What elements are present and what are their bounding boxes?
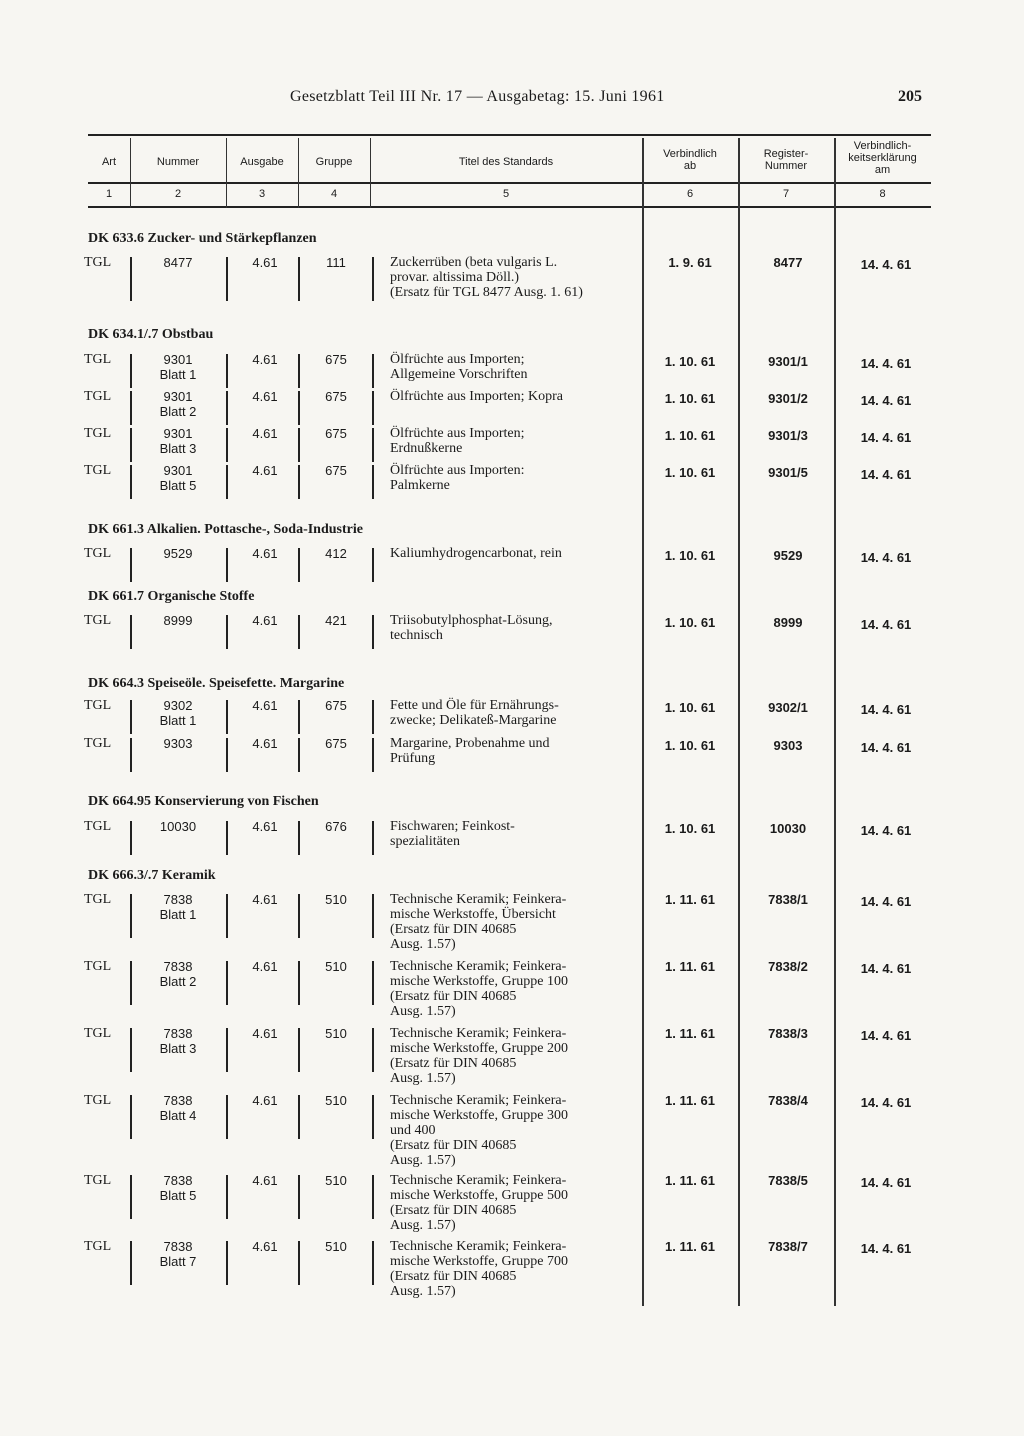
column-header-line: Verbindlich xyxy=(663,148,717,160)
nummer-cell: Blatt 4 xyxy=(159,1108,197,1123)
row-separator-bar xyxy=(372,894,374,938)
row-separator-bar xyxy=(226,428,228,462)
row-separator-bar xyxy=(130,1241,132,1285)
running-head: Gesetzblatt Teil III Nr. 17 — Ausgabetag: 15. Juni 1961 xyxy=(290,88,665,105)
ausgabe-cell: 4.61 xyxy=(252,1173,278,1188)
nummer-cell: 7838 xyxy=(163,1093,193,1108)
titel-line: provar. altissima Döll.) xyxy=(390,270,520,285)
titel-line: Technische Keramik; Feinkera- xyxy=(390,1173,567,1188)
register-cell: 9301/3 xyxy=(768,428,808,443)
nummer-cell: 8999 xyxy=(163,613,193,628)
titel-line: Technische Keramik; Feinkera- xyxy=(390,892,567,907)
header-bottom-rule xyxy=(88,182,931,184)
row-separator-bar xyxy=(130,428,132,462)
titel-line: Technische Keramik; Feinkera- xyxy=(390,1239,567,1254)
column-number-verbindlich: 6 xyxy=(686,188,694,200)
nummer-cell: Blatt 1 xyxy=(159,907,197,922)
titel-line: Ausg. 1.57) xyxy=(390,937,456,952)
titel-line: Triisobutylphosphat-Lösung, xyxy=(390,613,553,628)
gruppe-cell: 510 xyxy=(325,1093,347,1108)
section-title: DK 664.3 Speiseöle. Speisefette. Margarine xyxy=(88,676,345,691)
register-cell: 8999 xyxy=(773,615,803,630)
row-separator-bar xyxy=(130,821,132,855)
register-cell: 7838/7 xyxy=(768,1239,808,1254)
art-cell: TGL xyxy=(84,959,112,974)
gruppe-cell: 675 xyxy=(325,352,347,367)
row-separator-bar xyxy=(372,257,374,301)
titel-line: (Ersatz für DIN 40685 xyxy=(390,989,517,1004)
register-cell: 9301/2 xyxy=(768,391,808,406)
art-cell: TGL xyxy=(84,736,112,751)
row-separator-bar xyxy=(298,1175,300,1219)
register-cell: 9529 xyxy=(773,548,803,563)
nummer-cell: 9303 xyxy=(163,736,193,751)
ausgabe-cell: 4.61 xyxy=(252,389,278,404)
column-header-line: keitserklärung xyxy=(848,152,917,164)
nummer-cell: 9301 xyxy=(163,463,193,478)
section-title: DK 661.3 Alkalien. Pottasche-, Soda-Industrie xyxy=(88,522,363,537)
titel-line: Ausg. 1.57) xyxy=(390,1071,456,1086)
nummer-cell: 7838 xyxy=(163,1026,193,1041)
row-separator-bar xyxy=(298,257,300,301)
row-separator-bar xyxy=(226,1241,228,1285)
row-separator-bar xyxy=(130,961,132,1005)
erklaerung-cell: 14. 4. 61 xyxy=(860,740,912,755)
row-separator-bar xyxy=(372,1095,374,1139)
verbindlich-cell: 1. 11. 61 xyxy=(665,1239,715,1254)
verbindlich-cell: 1. 11. 61 xyxy=(665,1026,715,1041)
verbindlich-cell: 1. 10. 61 xyxy=(664,548,716,563)
erklaerung-cell: 14. 4. 61 xyxy=(860,393,912,408)
titel-line: Prüfung xyxy=(390,751,436,766)
row-separator-bar xyxy=(130,738,132,772)
row-separator-bar xyxy=(298,894,300,938)
column-header-ausgabe: Ausgabe xyxy=(240,156,284,168)
erklaerung-cell: 14. 4. 61 xyxy=(860,1241,912,1256)
row-separator-bar xyxy=(226,821,228,855)
row-separator-bar xyxy=(226,1028,228,1072)
titel-line: (Ersatz für DIN 40685 xyxy=(390,1056,517,1071)
verbindlich-cell: 1. 10. 61 xyxy=(664,615,716,630)
art-cell: TGL xyxy=(84,1026,112,1041)
row-separator-bar xyxy=(298,391,300,425)
section-title: DK 661.7 Organische Stoffe xyxy=(88,589,255,604)
verbindlich-cell: 1. 10. 61 xyxy=(664,465,716,480)
titel-line: Technische Keramik; Feinkera- xyxy=(390,959,567,974)
gruppe-cell: 675 xyxy=(325,736,347,751)
row-separator-bar xyxy=(298,465,300,499)
titel-line: mische Werkstoffe, Gruppe 700 xyxy=(390,1254,568,1269)
art-cell: TGL xyxy=(84,1239,112,1254)
column-header-nummer: Nummer xyxy=(156,156,200,168)
row-separator-bar xyxy=(372,1175,374,1219)
row-separator-bar xyxy=(372,738,374,772)
register-cell: 9302/1 xyxy=(768,700,808,715)
nummer-cell: 10030 xyxy=(159,819,197,834)
row-separator-bar xyxy=(298,1028,300,1072)
nummer-cell: Blatt 2 xyxy=(159,974,197,989)
column-header-line: ab xyxy=(683,160,697,172)
erklaerung-cell: 14. 4. 61 xyxy=(860,894,912,909)
nummer-cell: Blatt 3 xyxy=(159,441,197,456)
row-separator-bar xyxy=(130,700,132,734)
titel-line: spezialitäten xyxy=(390,834,460,849)
ausgabe-cell: 4.61 xyxy=(252,546,278,561)
row-separator-bar xyxy=(130,1095,132,1139)
section-title: DK 633.6 Zucker- und Stärkepflanzen xyxy=(88,231,317,246)
row-separator-bar xyxy=(130,894,132,938)
row-separator-bar xyxy=(130,615,132,649)
gruppe-cell: 675 xyxy=(325,389,347,404)
row-separator-bar xyxy=(372,391,374,425)
verbindlich-cell: 1. 10. 61 xyxy=(664,700,716,715)
nummer-cell: 7838 xyxy=(163,959,193,974)
erklaerung-cell: 14. 4. 61 xyxy=(860,467,912,482)
gruppe-cell: 510 xyxy=(325,1026,347,1041)
titel-line: Ausg. 1.57) xyxy=(390,1004,456,1019)
nummer-cell: 8477 xyxy=(163,255,193,270)
nummer-cell: Blatt 3 xyxy=(159,1041,197,1056)
row-separator-bar xyxy=(226,738,228,772)
row-separator-bar xyxy=(298,738,300,772)
register-cell: 7838/2 xyxy=(768,959,808,974)
row-separator-bar xyxy=(298,961,300,1005)
gruppe-cell: 412 xyxy=(325,546,347,561)
ausgabe-cell: 4.61 xyxy=(252,1093,278,1108)
row-separator-bar xyxy=(130,257,132,301)
table-top-rule xyxy=(88,134,931,136)
gruppe-cell: 675 xyxy=(325,463,347,478)
titel-line: (Ersatz für DIN 40685 xyxy=(390,1203,517,1218)
ausgabe-cell: 4.61 xyxy=(252,426,278,441)
titel-line: Ölfrüchte aus Importen; xyxy=(390,352,525,367)
column-header-line: Nummer xyxy=(764,160,808,172)
ausgabe-cell: 4.61 xyxy=(252,698,278,713)
register-cell: 7838/5 xyxy=(768,1173,808,1188)
row-separator-bar xyxy=(226,354,228,388)
verbindlich-cell: 1. 11. 61 xyxy=(665,1093,715,1108)
titel-line: Erdnußkerne xyxy=(390,441,463,456)
art-cell: TGL xyxy=(84,546,112,561)
column-number-rule xyxy=(88,206,931,208)
erklaerung-cell: 14. 4. 61 xyxy=(860,257,912,272)
nummer-cell: 9301 xyxy=(163,352,193,367)
row-separator-bar xyxy=(298,428,300,462)
row-separator-bar xyxy=(226,1095,228,1139)
row-separator-bar xyxy=(372,1241,374,1285)
titel-line: Allgemeine Vorschriften xyxy=(390,367,528,382)
gruppe-cell: 675 xyxy=(325,698,347,713)
titel-line: mische Werkstoffe, Übersicht xyxy=(390,907,556,922)
titel-line: technisch xyxy=(390,628,443,643)
erklaerung-cell: 14. 4. 61 xyxy=(860,356,912,371)
body-column-rule xyxy=(642,208,644,1306)
verbindlich-cell: 1. 10. 61 xyxy=(664,821,716,836)
section-title: DK 634.1/.7 Obstbau xyxy=(88,327,214,342)
register-cell: 9301/5 xyxy=(768,465,808,480)
nummer-cell: 9301 xyxy=(163,426,193,441)
register-cell: 7838/1 xyxy=(768,892,808,907)
row-separator-bar xyxy=(226,257,228,301)
art-cell: TGL xyxy=(84,389,112,404)
nummer-cell: 7838 xyxy=(163,1239,193,1254)
erklaerung-cell: 14. 4. 61 xyxy=(860,430,912,445)
nummer-cell: 9529 xyxy=(163,546,193,561)
art-cell: TGL xyxy=(84,255,112,270)
row-separator-bar xyxy=(298,821,300,855)
ausgabe-cell: 4.61 xyxy=(252,819,278,834)
titel-line: Ausg. 1.57) xyxy=(390,1218,456,1233)
column-number-nummer: 2 xyxy=(174,188,182,200)
register-cell: 7838/4 xyxy=(768,1093,808,1108)
gruppe-cell: 111 xyxy=(326,255,346,270)
titel-line: zwecke; Delikateß-Margarine xyxy=(390,713,557,728)
column-header-gruppe: Gruppe xyxy=(315,156,353,168)
column-number-titel: 5 xyxy=(502,188,510,200)
titel-line: Ölfrüchte aus Importen; Kopra xyxy=(390,389,563,404)
titel-line: Palmkerne xyxy=(390,478,450,493)
titel-line: Zuckerrüben (beta vulgaris L. xyxy=(390,255,558,270)
ausgabe-cell: 4.61 xyxy=(252,736,278,751)
art-cell: TGL xyxy=(84,463,112,478)
titel-line: mische Werkstoffe, Gruppe 500 xyxy=(390,1188,568,1203)
gruppe-cell: 676 xyxy=(325,819,347,834)
nummer-cell: Blatt 1 xyxy=(159,367,197,382)
ausgabe-cell: 4.61 xyxy=(252,255,278,270)
register-cell: 7838/3 xyxy=(768,1026,808,1041)
gruppe-cell: 510 xyxy=(325,1239,347,1254)
titel-line: und 400 xyxy=(390,1123,436,1138)
row-separator-bar xyxy=(226,465,228,499)
nummer-cell: Blatt 5 xyxy=(159,478,197,493)
row-separator-bar xyxy=(130,465,132,499)
titel-line: (Ersatz für DIN 40685 xyxy=(390,922,517,937)
ausgabe-cell: 4.61 xyxy=(252,613,278,628)
row-separator-bar xyxy=(372,961,374,1005)
ausgabe-cell: 4.61 xyxy=(252,959,278,974)
row-separator-bar xyxy=(130,548,132,582)
nummer-cell: 7838 xyxy=(163,892,193,907)
column-header-erklaerung xyxy=(834,140,931,176)
column-number-ausgabe: 3 xyxy=(258,188,266,200)
row-separator-bar xyxy=(372,354,374,388)
column-header-line: Register- xyxy=(763,148,809,160)
nummer-cell: Blatt 2 xyxy=(159,404,197,419)
row-separator-bar xyxy=(226,894,228,938)
ausgabe-cell: 4.61 xyxy=(252,892,278,907)
titel-line: (Ersatz für DIN 40685 xyxy=(390,1138,517,1153)
titel-line: Technische Keramik; Feinkera- xyxy=(390,1093,567,1108)
column-header-register xyxy=(738,148,834,172)
titel-line: Fischwaren; Feinkost- xyxy=(390,819,515,834)
art-cell: TGL xyxy=(84,698,112,713)
gruppe-cell: 421 xyxy=(325,613,347,628)
nummer-cell: Blatt 7 xyxy=(159,1254,197,1269)
row-separator-bar xyxy=(298,700,300,734)
row-separator-bar xyxy=(130,391,132,425)
row-separator-bar xyxy=(372,821,374,855)
row-separator-bar xyxy=(372,548,374,582)
row-separator-bar xyxy=(130,1028,132,1072)
erklaerung-cell: 14. 4. 61 xyxy=(860,1028,912,1043)
row-separator-bar xyxy=(130,1175,132,1219)
register-cell: 10030 xyxy=(769,821,807,836)
gruppe-cell: 510 xyxy=(325,1173,347,1188)
verbindlich-cell: 1. 9. 61 xyxy=(668,255,712,270)
verbindlich-cell: 1. 10. 61 xyxy=(664,354,716,369)
row-separator-bar xyxy=(298,354,300,388)
erklaerung-cell: 14. 4. 61 xyxy=(860,617,912,632)
row-separator-bar xyxy=(372,465,374,499)
art-cell: TGL xyxy=(84,613,112,628)
titel-line: Ölfrüchte aus Importen: xyxy=(390,463,525,478)
gruppe-cell: 510 xyxy=(325,892,347,907)
body-column-rule xyxy=(738,208,740,1306)
erklaerung-cell: 14. 4. 61 xyxy=(860,1175,912,1190)
erklaerung-cell: 14. 4. 61 xyxy=(860,550,912,565)
row-separator-bar xyxy=(372,1028,374,1072)
row-separator-bar xyxy=(372,700,374,734)
gruppe-cell: 510 xyxy=(325,959,347,974)
titel-line: Ausg. 1.57) xyxy=(390,1153,456,1168)
titel-line: (Ersatz für DIN 40685 xyxy=(390,1269,517,1284)
row-separator-bar xyxy=(298,1095,300,1139)
nummer-cell: Blatt 5 xyxy=(159,1188,197,1203)
titel-line: Margarine, Probenahme und xyxy=(390,736,550,751)
row-separator-bar xyxy=(130,354,132,388)
art-cell: TGL xyxy=(84,892,112,907)
column-number-art: 1 xyxy=(105,188,113,200)
titel-line: Ausg. 1.57) xyxy=(390,1284,456,1299)
erklaerung-cell: 14. 4. 61 xyxy=(860,1095,912,1110)
nummer-cell: Blatt 1 xyxy=(159,713,197,728)
section-title: DK 666.3/.7 Keramik xyxy=(88,868,216,883)
verbindlich-cell: 1. 10. 61 xyxy=(664,428,716,443)
verbindlich-cell: 1. 11. 61 xyxy=(665,959,715,974)
titel-line: Technische Keramik; Feinkera- xyxy=(390,1026,567,1041)
erklaerung-cell: 14. 4. 61 xyxy=(860,702,912,717)
art-cell: TGL xyxy=(84,1093,112,1108)
erklaerung-cell: 14. 4. 61 xyxy=(860,823,912,838)
row-separator-bar xyxy=(298,1241,300,1285)
art-cell: TGL xyxy=(84,352,112,367)
verbindlich-cell: 1. 10. 61 xyxy=(664,738,716,753)
row-separator-bar xyxy=(298,548,300,582)
verbindlich-cell: 1. 11. 61 xyxy=(665,1173,715,1188)
verbindlich-cell: 1. 10. 61 xyxy=(664,391,716,406)
titel-line: mische Werkstoffe, Gruppe 200 xyxy=(390,1041,568,1056)
row-separator-bar xyxy=(372,615,374,649)
section-title: DK 664.95 Konservierung von Fischen xyxy=(88,794,319,809)
ausgabe-cell: 4.61 xyxy=(252,1026,278,1041)
ausgabe-cell: 4.61 xyxy=(252,352,278,367)
register-cell: 8477 xyxy=(773,255,803,270)
column-header-titel: Titel des Standards xyxy=(458,156,554,168)
row-separator-bar xyxy=(226,615,228,649)
art-cell: TGL xyxy=(84,819,112,834)
row-separator-bar xyxy=(226,700,228,734)
titel-line: Fette und Öle für Ernährungs- xyxy=(390,698,559,713)
row-separator-bar xyxy=(298,615,300,649)
row-separator-bar xyxy=(226,548,228,582)
page-number: 205 xyxy=(898,88,922,105)
row-separator-bar xyxy=(372,428,374,462)
art-cell: TGL xyxy=(84,426,112,441)
titel-line: Ölfrüchte aus Importen; xyxy=(390,426,525,441)
ausgabe-cell: 4.61 xyxy=(252,1239,278,1254)
column-header-line: Verbindlich- xyxy=(853,140,912,152)
register-cell: 9301/1 xyxy=(768,354,808,369)
column-header-verbindlich xyxy=(642,148,738,172)
erklaerung-cell: 14. 4. 61 xyxy=(860,961,912,976)
column-number-register: 7 xyxy=(782,188,790,200)
gruppe-cell: 675 xyxy=(325,426,347,441)
verbindlich-cell: 1. 11. 61 xyxy=(665,892,715,907)
titel-line: mische Werkstoffe, Gruppe 100 xyxy=(390,974,568,989)
nummer-cell: 9302 xyxy=(163,698,193,713)
column-number-gruppe: 4 xyxy=(330,188,338,200)
row-separator-bar xyxy=(226,391,228,425)
titel-line: mische Werkstoffe, Gruppe 300 xyxy=(390,1108,568,1123)
column-header-art: Art xyxy=(101,156,117,168)
row-separator-bar xyxy=(226,961,228,1005)
ausgabe-cell: 4.61 xyxy=(252,463,278,478)
titel-line: (Ersatz für TGL 8477 Ausg. 1. 61) xyxy=(390,285,583,300)
nummer-cell: 7838 xyxy=(163,1173,193,1188)
row-separator-bar xyxy=(226,1175,228,1219)
column-number-erklaerung: 8 xyxy=(879,188,886,200)
column-header-line: am xyxy=(874,164,891,176)
body-column-rule xyxy=(834,208,836,1306)
titel-line: Kaliumhydrogencarbonat, rein xyxy=(390,546,562,561)
register-cell: 9303 xyxy=(773,738,803,753)
nummer-cell: 9301 xyxy=(163,389,193,404)
art-cell: TGL xyxy=(84,1173,112,1188)
